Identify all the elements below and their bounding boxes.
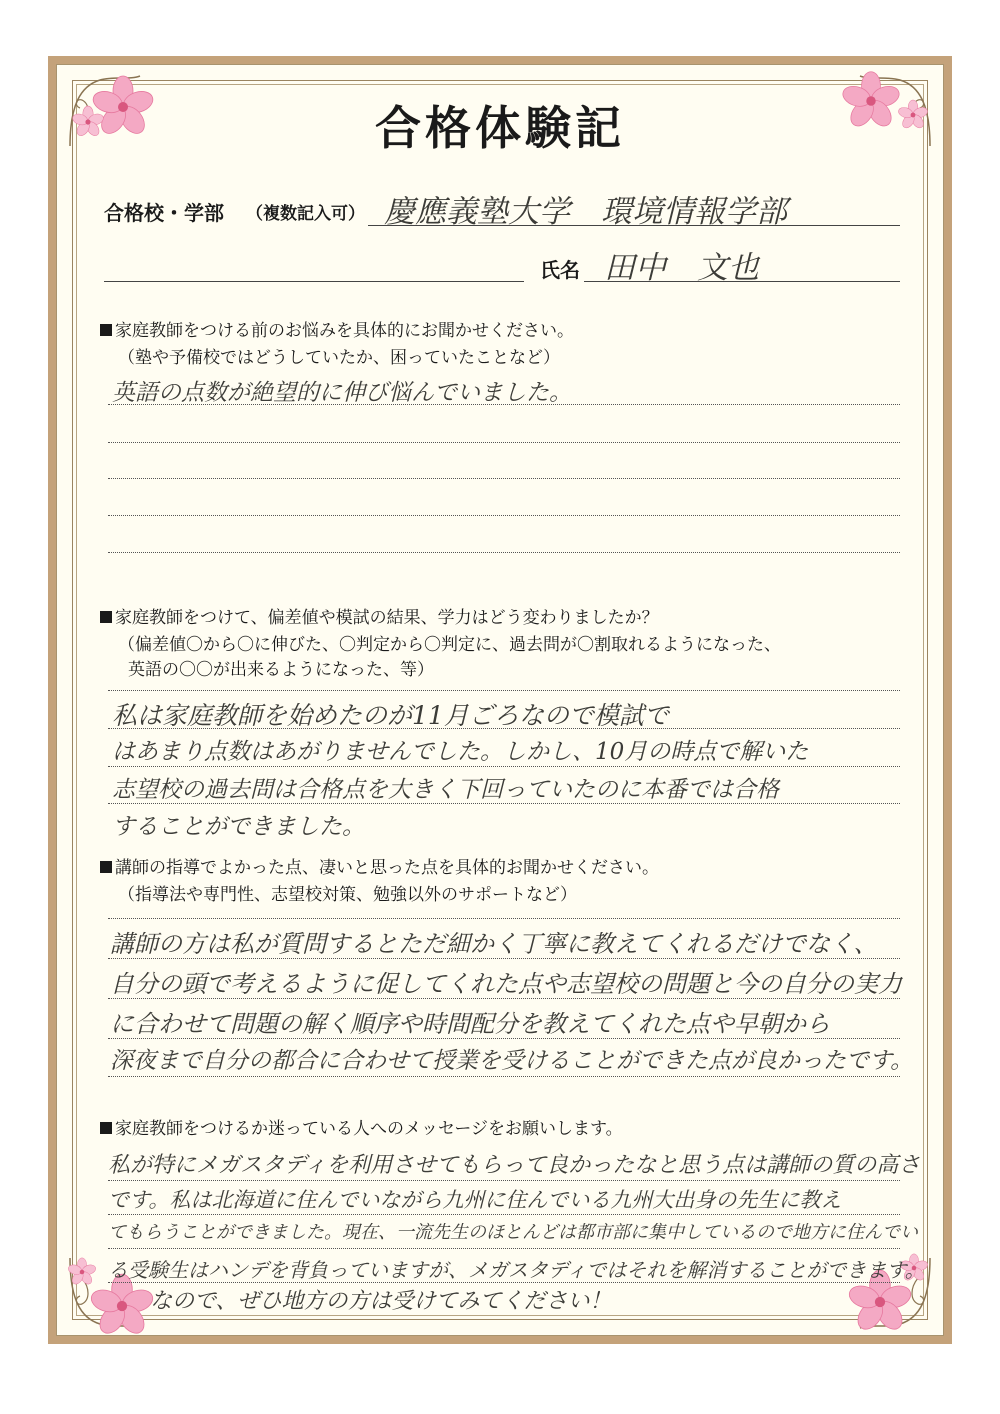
question-heading: [100, 316, 574, 341]
name-left-underline: [104, 281, 524, 282]
school-underline: [368, 225, 900, 226]
ruled-line: [108, 803, 900, 804]
square-bullet-icon: [100, 861, 112, 873]
answer-line: 深夜まで自分の都合に合わせて授業を受けることができた点が良かったです。: [110, 1048, 914, 1074]
question-heading: [100, 1114, 623, 1139]
page-title: 合格体験記: [375, 101, 625, 155]
answer-line: 志望校の過去問は合格点を大きく下回っていたのに本番では合格: [112, 777, 779, 803]
answer-line: です。私は北海道に住んでいながら九州に住んでいる九州大出身の先生に教え: [108, 1188, 842, 1212]
cherry-blossom-icon: [66, 1256, 98, 1288]
square-bullet-icon: [100, 324, 112, 336]
ruled-line: [108, 958, 900, 959]
ruled-line: [108, 442, 900, 443]
answer-line: 英語の点数が絶望的に伸び悩んでいました。: [112, 380, 572, 406]
school-value: 慶應義塾大学 環境情報学部: [384, 194, 787, 230]
ruled-line: [108, 998, 900, 999]
ruled-line: [108, 1214, 900, 1215]
ruled-line: [108, 478, 900, 479]
question-heading: [100, 853, 659, 878]
square-bullet-icon: [100, 1122, 112, 1134]
ruled-line: [108, 766, 900, 767]
ruled-line: [108, 1180, 900, 1181]
answer-line: することができました。: [112, 814, 365, 840]
ruled-line: [108, 1076, 900, 1077]
ruled-line: [108, 918, 900, 919]
name-label: 氏名: [540, 258, 580, 282]
question-hint: （塾や予備校ではどうしていたか、困っていたことなど）: [118, 348, 560, 368]
ruled-line: [108, 728, 900, 729]
question-heading-text: 家庭教師をつける前のお悩みを具体的にお聞かせください。: [115, 321, 574, 341]
answer-line: 私は家庭教師を始めたのが11月ごろなので模試で: [112, 701, 669, 730]
answer-line: はあまり点数はあがりませんでした。しかし、10月の時点で解いた: [112, 739, 809, 765]
question-heading: [100, 603, 659, 628]
ruled-line: [108, 1248, 900, 1249]
answer-line: に合わせて問題の解く順序や時間配分を教えてくれた点や早朝から: [110, 1010, 830, 1038]
answer-line: 私が特にメガスタディを利用させてもらって良かったなと思う点は講師の質の高さ: [108, 1153, 921, 1178]
name-underline: [584, 281, 900, 282]
answer-line: 自分の頭で考えるように促してくれた点や志望校の問題と今の自分の実力: [110, 970, 902, 998]
school-label: 合格校・学部: [104, 201, 224, 225]
name-value: 田中 文也: [604, 250, 759, 286]
ruled-line: [108, 690, 900, 691]
answer-line: てもらうことができました。現在、一流先生のほとんどは都市部に集中しているので地方に住んでい: [108, 1222, 918, 1243]
answer-line: る受験生はハンデを背負っていますが、メガスタディではそれを解消することができます。: [108, 1258, 925, 1282]
ruled-line: [108, 1282, 900, 1283]
ruled-line: [108, 404, 900, 405]
question-hint: （指導法や専門性、志望校対策、勉強以外のサポートなど）: [118, 885, 577, 905]
answer-line: なので、ぜひ地方の方は受けてみてください！: [150, 1289, 612, 1314]
ruled-line: [108, 552, 900, 553]
ruled-line: [108, 1038, 900, 1039]
school-note: （複数記入可）: [246, 204, 365, 224]
question-heading-text: 講師の指導でよかった点、凄いと思った点を具体的お聞かせください。: [115, 858, 659, 878]
question-hint: （偏差値〇から〇に伸びた、〇判定から〇判定に、過去問が〇割取れるようになった、: [118, 635, 781, 655]
answer-line: 講師の方は私が質問するとただ細かく丁寧に教えてくれるだけでなく、: [110, 930, 878, 958]
question-heading-text: 家庭教師をつけて、偏差値や模試の結果、学力はどう変わりましたか？: [115, 608, 659, 628]
question-heading-text: 家庭教師をつけるか迷っている人へのメッセージをお願いします。: [115, 1119, 623, 1139]
question-hint: 英語の〇〇が出来るようになった、等）: [128, 660, 434, 680]
ruled-line: [108, 515, 900, 516]
square-bullet-icon: [100, 611, 112, 623]
